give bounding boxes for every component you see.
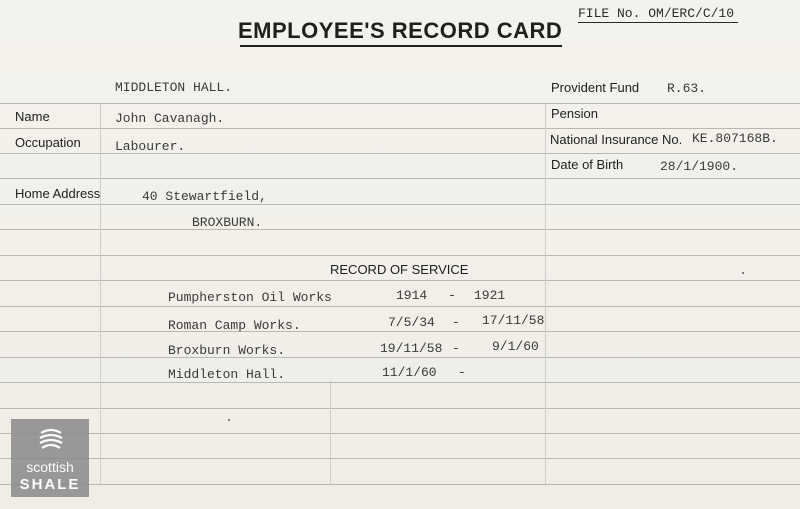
ruled-line	[0, 229, 800, 230]
site-value: MIDDLETON HALL.	[115, 80, 233, 95]
ruled-line	[0, 484, 800, 485]
column-guide	[100, 104, 101, 484]
service-to: 1921	[474, 288, 506, 303]
service-place: Roman Camp Works.	[168, 318, 301, 333]
name-label: Name	[15, 109, 50, 124]
ink-speck	[228, 419, 230, 421]
page-title: EMPLOYEE'S RECORD CARD	[238, 18, 563, 43]
scottish-shale-logo	[11, 419, 89, 497]
occupation-label: Occupation	[15, 135, 81, 150]
service-dash: -	[452, 315, 460, 330]
address-line-1: 40 Stewartfield,	[142, 189, 267, 204]
service-to: 9/1/60	[492, 339, 539, 354]
date-of-birth-label: Date of Birth	[551, 157, 624, 172]
service-place: Pumpherston Oil Works	[168, 290, 332, 305]
shale-layers-icon	[38, 425, 64, 451]
ruled-line	[0, 357, 800, 358]
ruled-line	[0, 331, 800, 332]
ruled-line	[0, 255, 800, 256]
file-number: FILE No. OM/ERC/C/10	[578, 6, 735, 21]
ruled-line	[0, 306, 800, 307]
ruled-line	[0, 204, 800, 205]
ruled-line	[0, 408, 800, 409]
service-dash: -	[458, 365, 466, 380]
column-guide	[330, 380, 331, 484]
date-of-birth-value: 28/1/1900.	[660, 159, 739, 174]
logo-word-scottish: scottish	[26, 459, 74, 475]
record-of-service-heading: RECORD OF SERVICE	[330, 262, 469, 277]
service-dash: -	[452, 341, 460, 356]
ruled-line	[0, 128, 800, 129]
occupation-value: Labourer.	[115, 139, 186, 154]
service-from: 1914	[396, 288, 428, 303]
ruled-line	[0, 382, 800, 383]
national-insurance-label: National Insurance No.	[550, 132, 683, 147]
provident-fund-value: R.63.	[667, 81, 707, 96]
service-from: 7/5/34	[388, 315, 435, 330]
national-insurance-value: KE.807168B.	[692, 131, 778, 146]
home-address-label: Home Address	[15, 186, 101, 201]
service-place: Middleton Hall.	[168, 367, 286, 382]
ink-speck	[742, 272, 744, 274]
service-place: Broxburn Works.	[168, 343, 286, 358]
title-underline	[240, 45, 562, 47]
name-value: John Cavanagh.	[115, 111, 225, 126]
service-from: 19/11/58	[380, 341, 443, 356]
ruled-line	[0, 178, 800, 179]
logo-word-shale: SHALE	[19, 476, 81, 493]
address-line-2: BROXBURN.	[192, 215, 263, 230]
service-from: 11/1/60	[382, 365, 437, 380]
pension-label: Pension	[551, 106, 598, 121]
ruled-line	[0, 433, 800, 434]
ruled-line	[0, 280, 800, 281]
file-number-underline	[578, 22, 738, 23]
ruled-line	[0, 458, 800, 459]
service-dash: -	[448, 288, 456, 303]
provident-fund-label: Provident Fund	[551, 80, 640, 95]
service-to: 17/11/58	[482, 313, 545, 328]
column-guide	[545, 104, 546, 484]
ruled-line	[0, 103, 800, 104]
